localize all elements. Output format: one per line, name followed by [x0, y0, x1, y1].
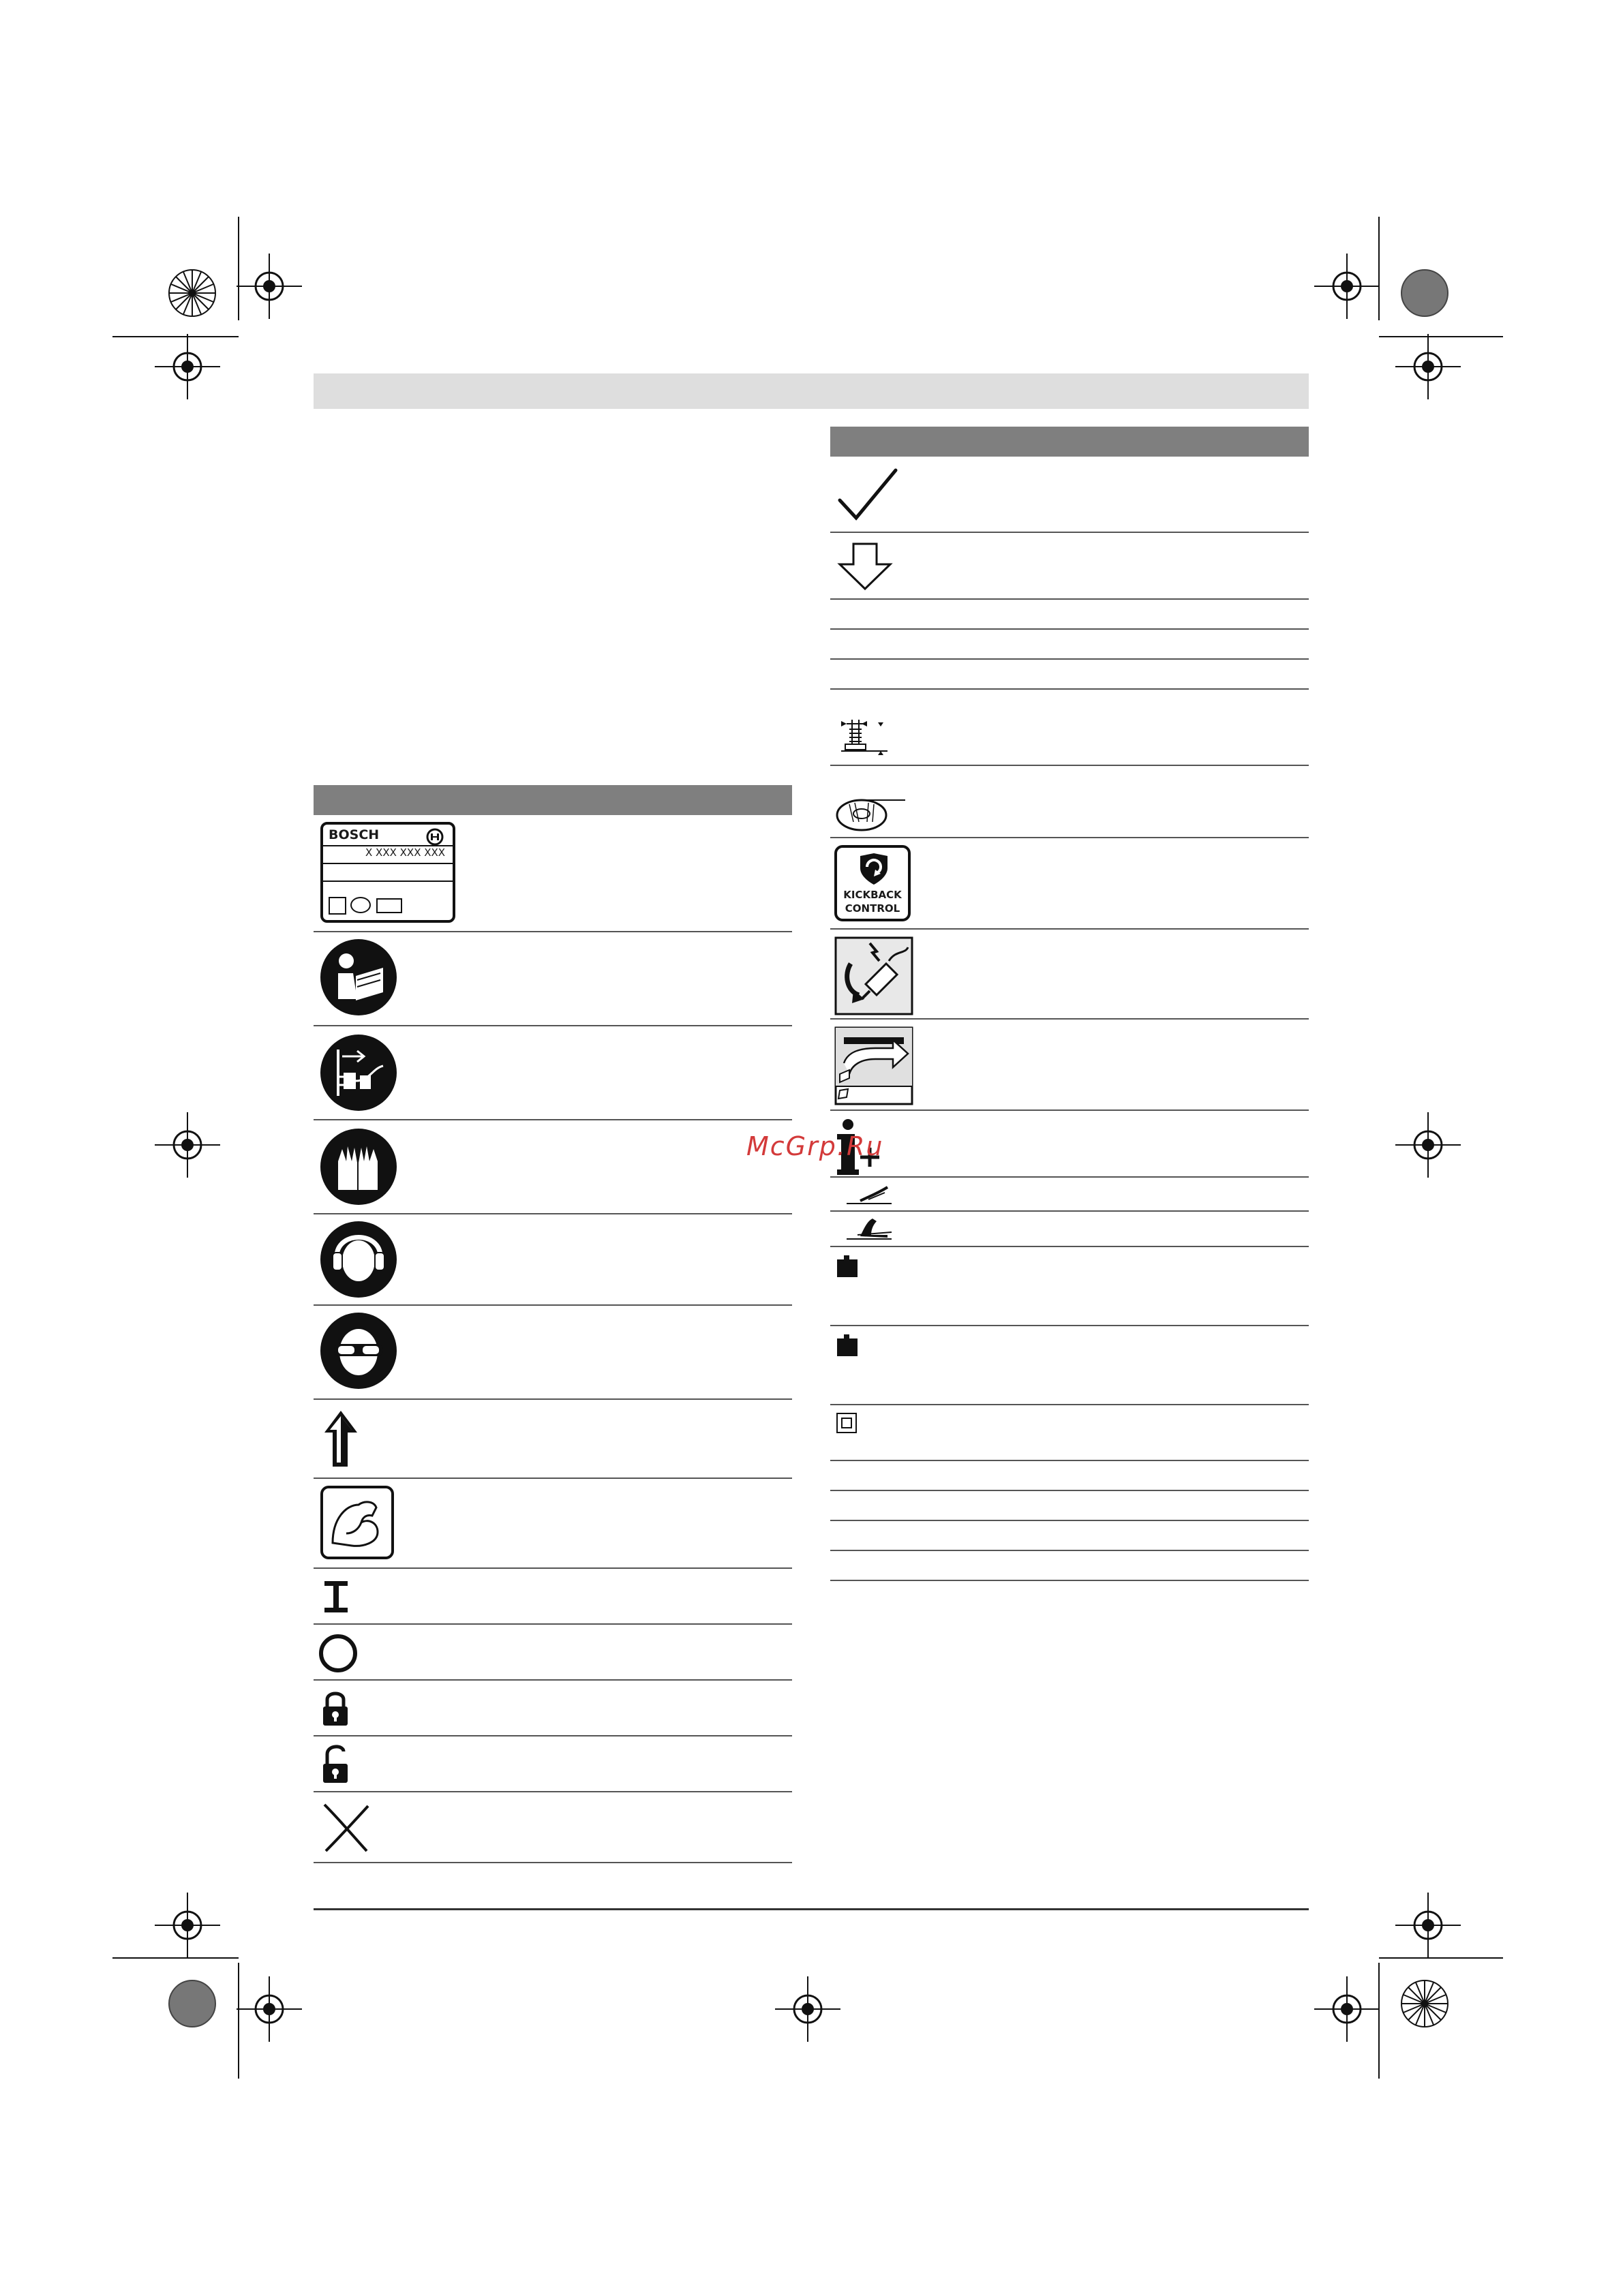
table-row — [830, 765, 1309, 838]
page-header-bar — [314, 373, 1309, 409]
table-row — [830, 1325, 1309, 1405]
table-row — [314, 1735, 792, 1792]
table-row — [314, 1679, 792, 1736]
rating-plate-brand: BOSCH — [329, 827, 380, 842]
table-row — [830, 532, 1309, 600]
gloves-icon — [318, 1126, 399, 1208]
table-row — [830, 1520, 1309, 1551]
checkmark-icon — [834, 466, 902, 527]
left-table-header — [314, 785, 792, 815]
table-row — [314, 1213, 792, 1306]
table-row — [314, 1119, 792, 1214]
thread-spindle-icon — [840, 717, 894, 761]
unplug-icon — [318, 1032, 399, 1114]
arm-strength-icon — [319, 1484, 395, 1561]
table-row — [314, 815, 792, 932]
right-table-header — [830, 427, 1309, 457]
kickback-label-line1: KICKBACK — [843, 889, 902, 901]
table-row — [830, 688, 1309, 766]
soft-start-icon — [834, 1026, 913, 1105]
kickback-label-line2: CONTROL — [845, 902, 900, 915]
rating-plate-icon — [320, 822, 455, 923]
table-row — [830, 1246, 1309, 1326]
table-row — [314, 1478, 792, 1569]
cross-icon — [319, 1799, 374, 1854]
table-row — [830, 1210, 1309, 1247]
table-row — [830, 457, 1309, 533]
table-row — [830, 598, 1309, 630]
kickback-control-icon — [834, 845, 911, 921]
table-row — [314, 1398, 792, 1479]
table-row — [314, 1025, 792, 1120]
table-row — [830, 837, 1309, 930]
table-row — [830, 658, 1309, 690]
ear-protection-icon — [318, 1219, 399, 1300]
table-row — [830, 1490, 1309, 1521]
switch-on-icon — [319, 1578, 353, 1615]
weight-icon — [834, 1253, 862, 1280]
rating-plate-number: X XXX XXX XXX — [365, 846, 446, 859]
table-row — [830, 1109, 1309, 1178]
read-manual-icon — [318, 936, 399, 1018]
restart-protection-icon — [834, 936, 913, 1015]
eye-protection-icon — [318, 1310, 399, 1392]
arrow-up-icon — [320, 1408, 361, 1469]
table-row — [314, 1791, 792, 1863]
arrow-down-icon — [834, 541, 896, 592]
protection-class-icon — [836, 1412, 860, 1437]
table-row — [830, 928, 1309, 1020]
disc-diameter-icon — [834, 795, 909, 833]
table-row — [830, 628, 1309, 660]
switch-off-icon — [318, 1633, 359, 1674]
watermark: McGrp.Ru — [746, 1131, 884, 1161]
guard-large-icon — [844, 1214, 898, 1243]
table-row — [314, 931, 792, 1026]
weight-icon — [834, 1332, 862, 1359]
table-row — [830, 1550, 1309, 1581]
lock-open-icon — [320, 1742, 350, 1786]
guard-small-icon — [844, 1180, 898, 1208]
lock-closed-icon — [320, 1689, 350, 1728]
table-row — [830, 1404, 1309, 1461]
table-row — [314, 1623, 792, 1681]
table-row — [830, 1460, 1309, 1491]
table-row — [314, 1304, 792, 1400]
table-row — [830, 1176, 1309, 1212]
table-row — [314, 1567, 792, 1625]
table-row — [830, 1018, 1309, 1111]
footer-rule — [314, 1908, 1309, 1910]
